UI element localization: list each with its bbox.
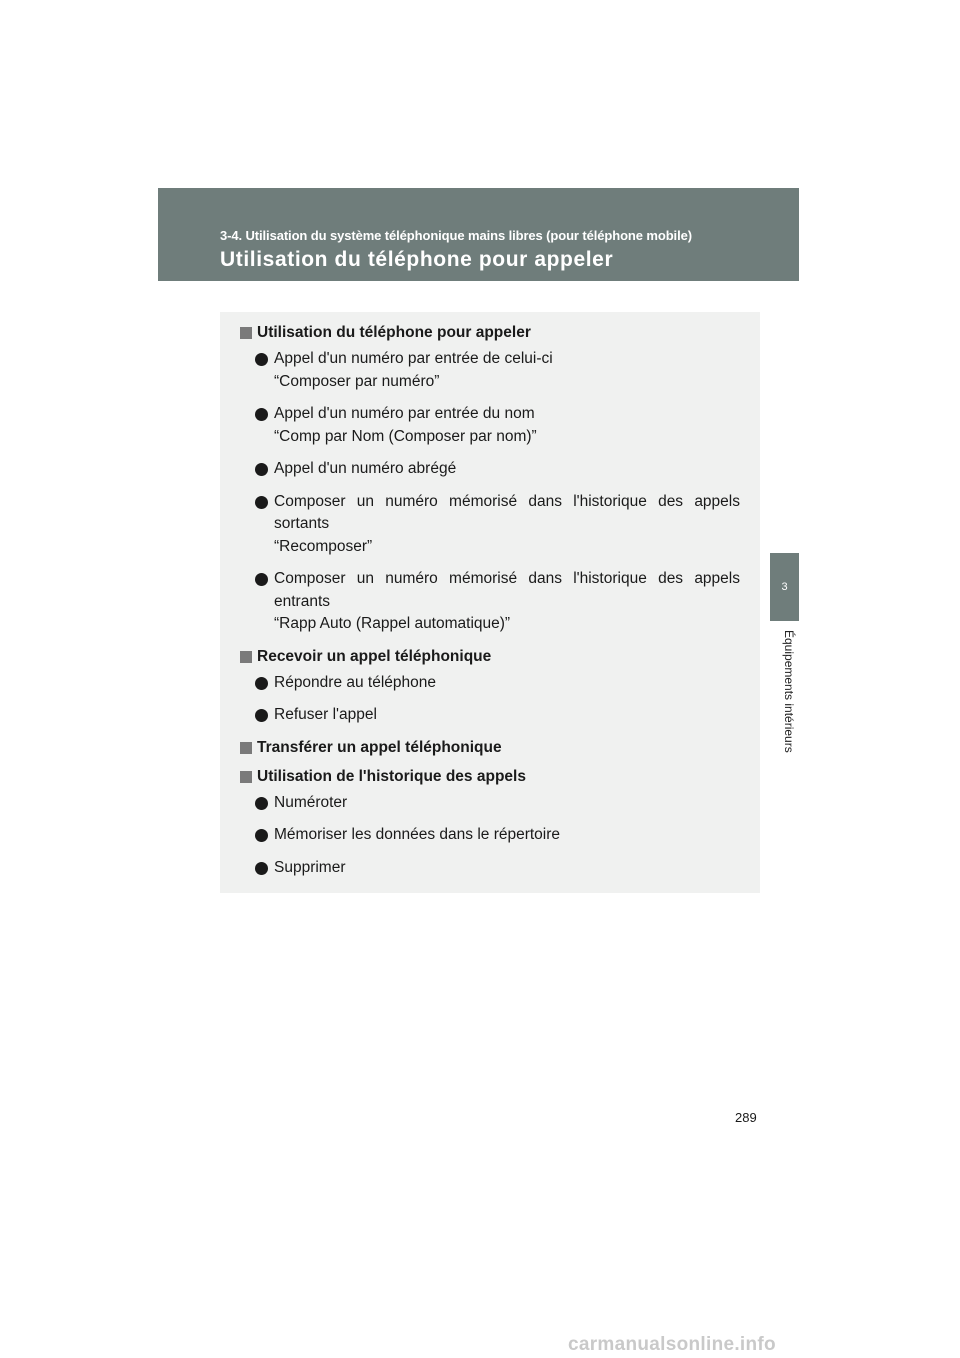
list-item-command: “Rapp Auto (Rappel automatique)” (274, 615, 511, 632)
chapter-side-label: Équipements intérieurs (782, 630, 796, 753)
list-item (255, 491, 740, 559)
list-item-command: “Composer par numéro” (274, 372, 440, 390)
round-bullet-icon (255, 496, 268, 509)
section-heading (240, 766, 740, 788)
watermark: carmanualsonline.info (568, 1334, 776, 1355)
list-item-text: Composer un numéro mémorisé dans l'historique des appels sortants (274, 492, 740, 532)
round-bullet-icon (255, 408, 268, 421)
page-title: Utilisation du téléphone pour appeler (220, 248, 614, 271)
square-bullet-icon (240, 771, 252, 783)
list-item (255, 568, 740, 636)
list-item-text: Composer un numéro mémorisé dans l'historique des appels entrants (274, 570, 740, 610)
list-item-text: Appel d'un numéro par entrée de celui-ci (274, 350, 553, 367)
list-item (255, 458, 740, 481)
list-item-text: Mémoriser les données dans le répertoire (274, 826, 561, 843)
list-item-text: Numéroter (274, 793, 348, 811)
list-item-text: Supprimer (274, 858, 346, 876)
section-heading (240, 322, 740, 344)
round-bullet-icon (255, 862, 268, 875)
list-item (255, 704, 740, 727)
list-item-text: Refuser l'appel (274, 706, 377, 723)
list-item-body (274, 458, 740, 481)
square-bullet-icon (240, 327, 252, 339)
round-bullet-icon (255, 353, 268, 366)
list-item-body (274, 704, 740, 727)
list-item-text: Appel d'un numéro par entrée du nom (274, 405, 535, 422)
round-bullet-icon (255, 463, 268, 476)
round-bullet-icon (255, 829, 268, 842)
round-bullet-icon (255, 709, 268, 722)
square-bullet-icon (240, 651, 252, 663)
content-list (240, 322, 740, 889)
list-item (255, 857, 740, 880)
list-item-body (274, 857, 740, 880)
page-number: 289 (735, 1110, 757, 1125)
list-item-text: Appel d'un numéro abrégé (274, 460, 457, 477)
list-item-command: “Recomposer” (274, 537, 373, 555)
section-heading-text: Recevoir un appel téléphonique (257, 647, 492, 665)
section-heading-text: Utilisation du téléphone pour appeler (257, 324, 531, 341)
content-box (220, 312, 760, 893)
list-item-text: Répondre au téléphone (274, 673, 437, 691)
list-item-body (274, 672, 740, 695)
chapter-tab (770, 553, 799, 621)
list-item-body (274, 568, 740, 636)
round-bullet-icon (255, 797, 268, 810)
chapter-header (158, 188, 799, 281)
chapter-tab-number: 3 (781, 581, 788, 593)
list-item-body (274, 824, 740, 847)
square-bullet-icon (240, 742, 252, 754)
list-item (255, 792, 740, 815)
list-item-body (274, 403, 740, 448)
section-heading-text: Transférer un appel téléphonique (257, 738, 502, 756)
section-label: 3-4. Utilisation du système téléphonique mains libres (pour téléphone mobile) (220, 228, 692, 243)
list-item-body (274, 491, 740, 559)
round-bullet-icon (255, 677, 268, 690)
section-heading (240, 737, 740, 759)
list-item-body (274, 348, 740, 393)
list-item-body (274, 792, 740, 815)
section-heading (240, 646, 740, 668)
section-heading-text: Utilisation de l'historique des appels (257, 767, 526, 785)
list-item (255, 672, 740, 695)
list-item (255, 348, 740, 393)
list-item-command: “Comp par Nom (Composer par nom)” (274, 427, 537, 445)
list-item (255, 403, 740, 448)
round-bullet-icon (255, 573, 268, 586)
list-item (255, 824, 740, 847)
